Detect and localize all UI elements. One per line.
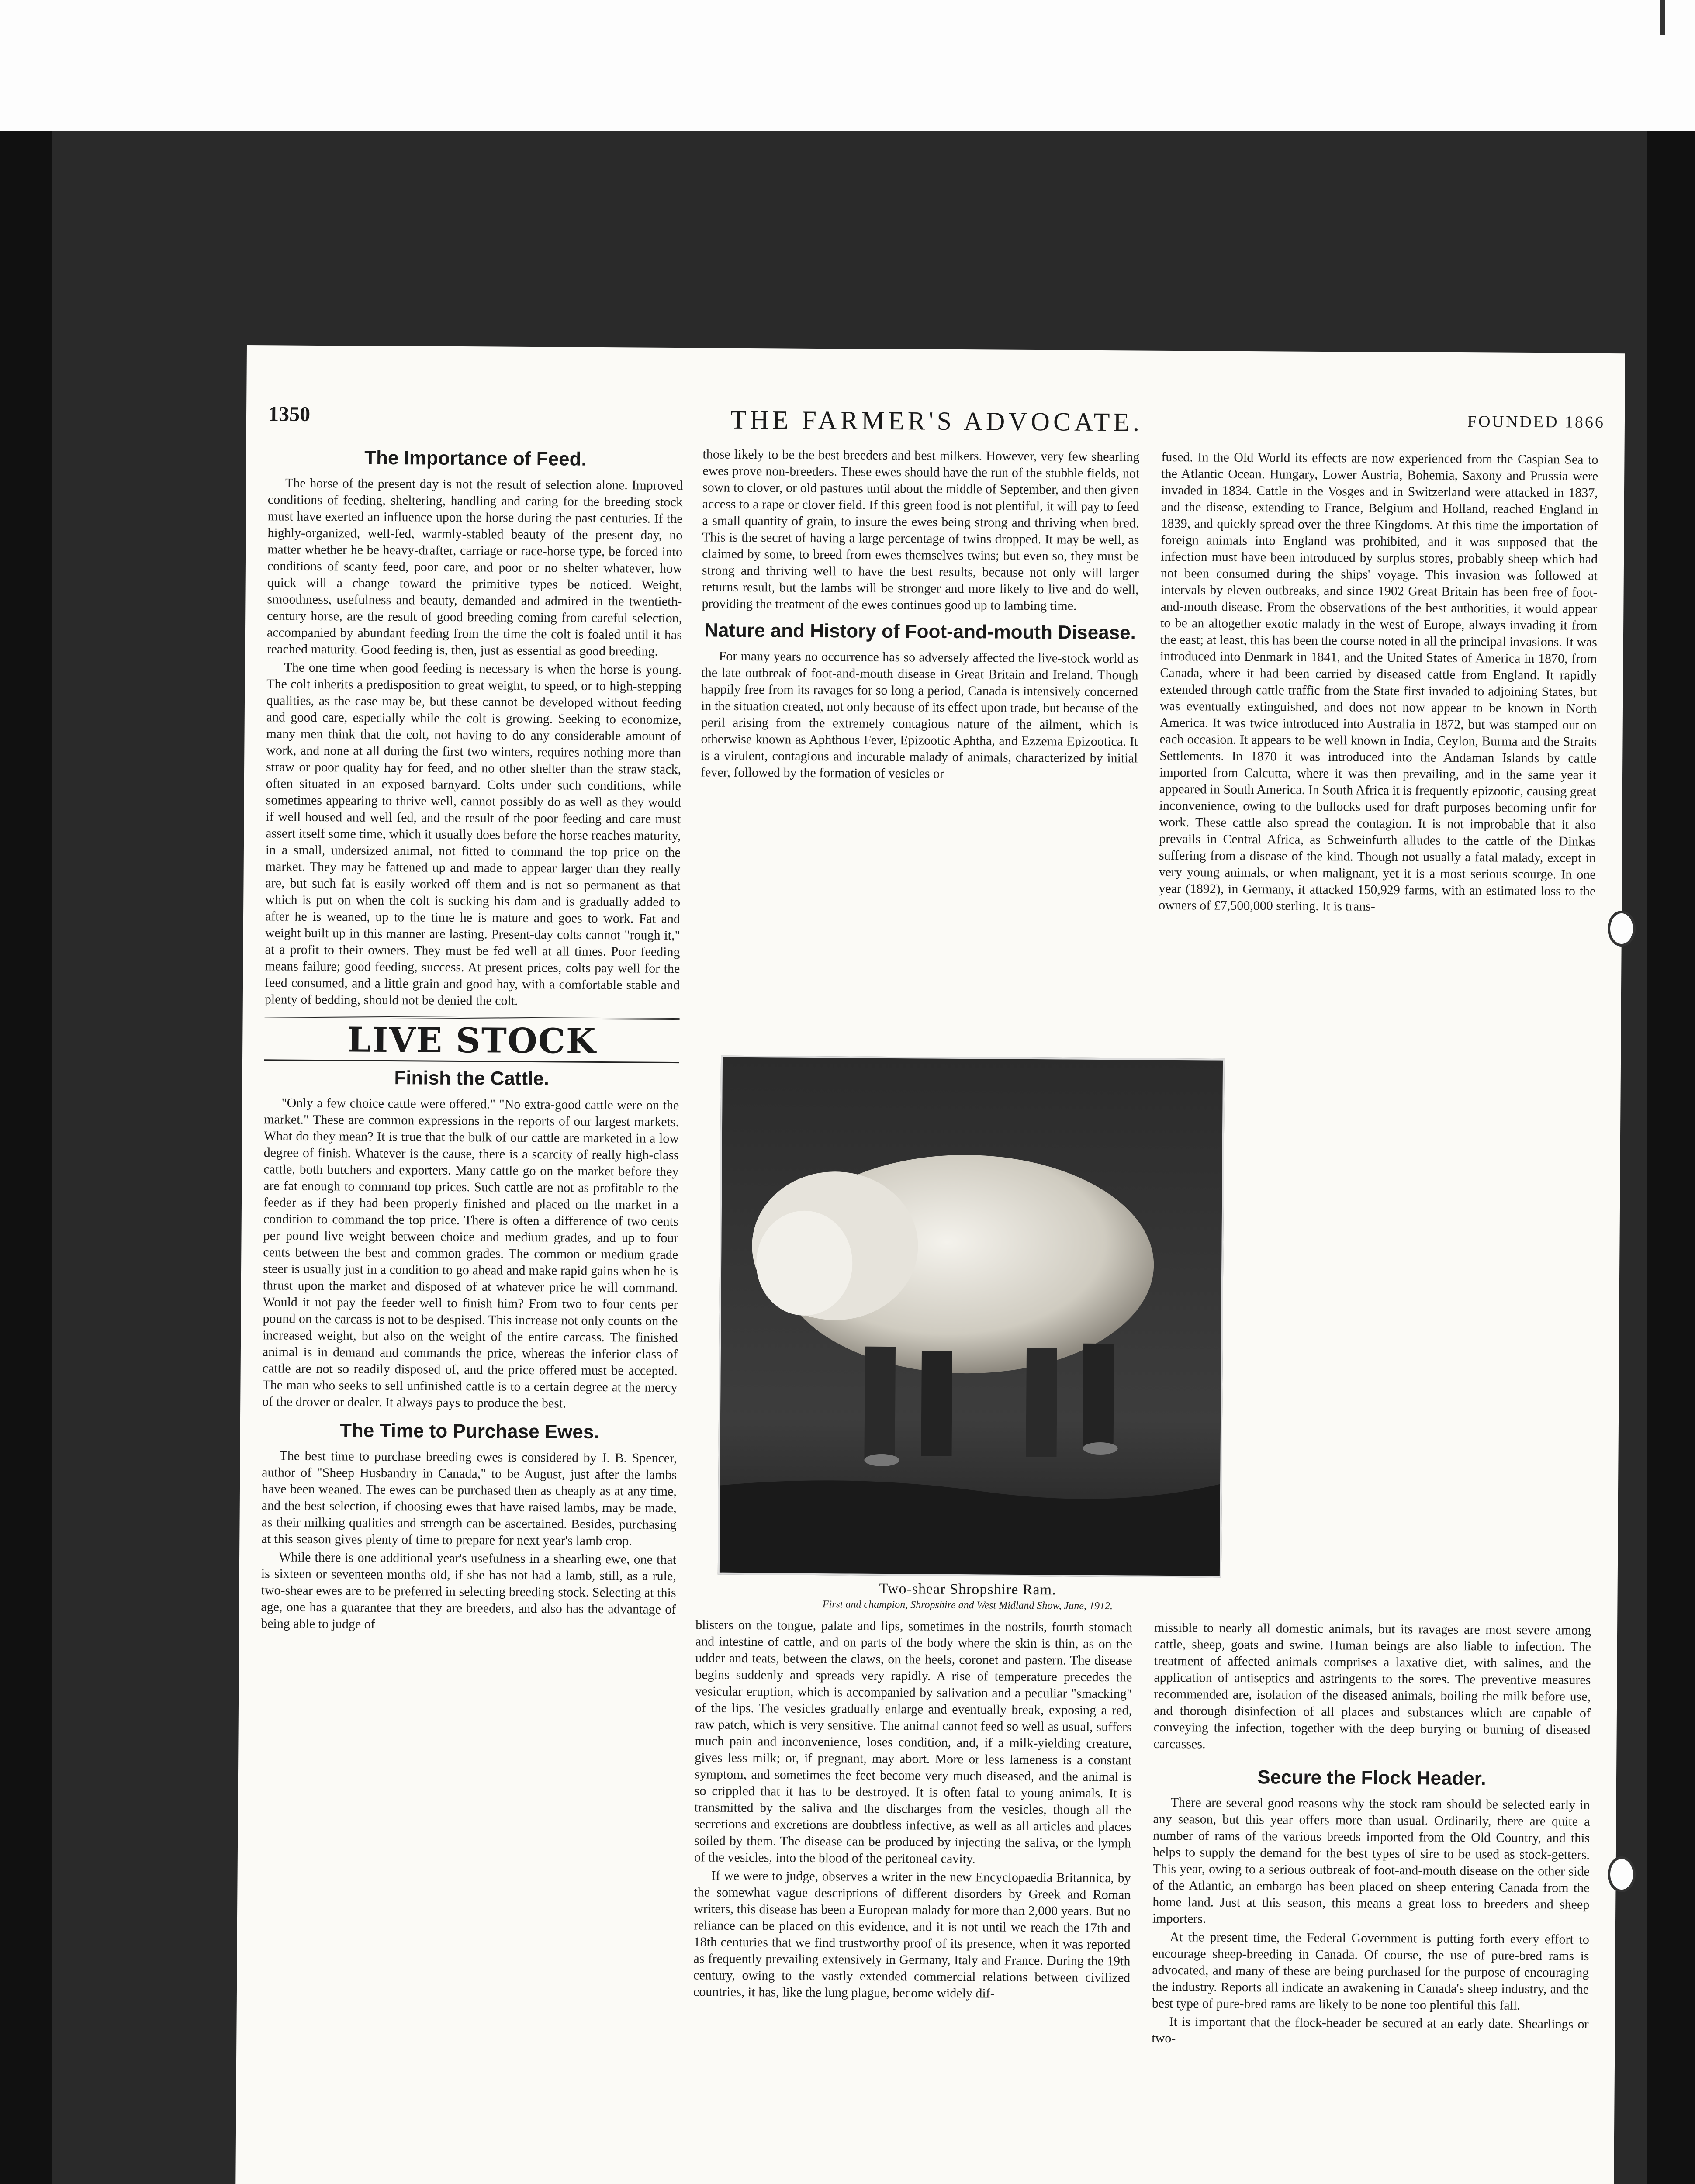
- paragraph: fused. In the Old World its effects are now experienced from the Caspian Sea to the Atlantic Ocean. Hungary, Lower Austria, Bohemia, Saxony and Prussia were invaded in 1834. Cattle in the Vosges and in Switzerland were attacked in 1837, and the disease, extending to France, Belgium and Holland, reached England in 1839, and quickly spread over the three Kingdoms. At this time the importation of foreign animals into England was prohibited, and it was supposed that the infection must have been introduced by surplus stores, probably sheep which had not been consumed during the ships' voyage. This invasion was followed at intervals by eleven outbreaks, and since 1902 Great Britain has been free of foot-and-mouth disease. From the observations of the best authorities, it would appear to be an altogether exotic malady in the west of Europe, always invading it from the east; at least, this has been the course noted in all the principal invasions. It was introduced into Denmark in 1841, and the United States of America in 1870, from Canada, where it had been carried by diseased cattle from England. It rapidly extended through cattle traffic from the State first invaded to adjoining States, but was eventually extinguished, and does not now appear to be known in North America. It was twice introduced into Australia in 1872, but was stamped out on each occasion. It appears to be well known in India, Ceylon, Burma and the Straits Settlements. In 1870 it was introduced into the Andaman Islands by cattle imported from Calcutta, where it was then prevailing, and in the same year it appeared in South America. In South Africa it is frequently epizootic, causing great inconvenience, owing to the bullocks used for draft purposes becoming unfit for work. These cattle also spread the contagion. It is not improbable that it also prevails in Central Africa, as Schweinfurth alludes to the cattle of the Dinkas suffering from a disease of the kind. Though not usually a fatal malady, except in very young animals, or when malignant, yet it is a most serious scourge. In one year (1892), in Germany, it attacked 150,929 farms, with an estimated loss to the owners of £7,500,000 sterling. It is trans-: [1159, 449, 1598, 914]
- column-2-bottom: [690, 1617, 1132, 2184]
- paragraph: At the present time, the Federal Government is putting forth every effort to encourage sheep-breeding in Canada. Of course, the use of pure-bred rams is advocated, and many of these are being purchased for the purpose of encouraging the industry. Reports all indicate an awakening in Canada's sheep industry, and the best type of pure-bred rams are likely to be none too plentiful this fall.: [1152, 1929, 1589, 2013]
- binding-hole-lower: [1608, 1856, 1636, 1892]
- film-margin-top: [0, 0, 1695, 131]
- paragraph: The best time to purchase breeding ewes is considered by J. B. Spencer, author of "Sheep Husbandry in Canada," to be August, just after the lambs have been weaned. The ewes can be purchased then as cheaply as at any time, and the best selection, if choosing ewes that have raised lambs, may be made, as their milking qualities and strength can be ascertained. Besides, purchasing at this season gives plenty of time to prepare for next year's lamb crop.: [261, 1448, 677, 1548]
- paragraph: "Only a few choice cattle were offered." "No extra-good cattle were on the market." These are common expressions in the reports of our largest markets. What do they mean? It is true that the bulk of our cattle are marketed in a low degree of finish. Whatever is the cause, there is a scarcity of really high-class cattle, both butchers and exporters. Many cattle go on the market before they are fat enough to command top prices. Such cattle are not as profitable to the feeder as if they had been properly finished and placed on the market in a condition to command the top price. There is often a difference of two cents per pound live weight between choice and medium grades, and up to four cents between the best and common grades. The common or medium grade steer is usually just in a condition to go ahead and make rapid gains when he is thrust upon the market and disposed of at whatever price he will command. Would it not pay the feeder well to finish him? From two to four cents per pound on the carcass is not to be despised. This increase not only counts on the increased weight, but also on the weight of the entire carcass. The finished animal is in demand and commands the price, whereas the inferior class of cattle are not so readily disposed of, and the price offered must be accepted. The man who seeks to sell unfinished cattle is to a certain degree at the mercy of the drover or dealer. It always pays to produce the best.: [262, 1095, 679, 1411]
- heading-importance-of-feed: The Importance of Feed.: [364, 447, 587, 470]
- heading-secure-the-flock-header: Secure the Flock Header.: [1257, 1766, 1486, 1790]
- masthead: [268, 402, 1605, 445]
- paragraph: The one time when good feeding is necessary is when the horse is young. The colt inherits a predisposition to great weight, to speed, or to high-stepping qualities, as the case may be, but these cannot be developed without feeding and good care, especially while the colt is growing. Seeking to economize, many men think that the colt, not having to do any considerable amount of work, and none at all during the first two winters, requires nothing more than straw or poor quality hay for feed, and no other shelter than the straw stack, often situated in an exposed barnyard. Colts under such conditions, while sometimes appearing to thrive well, cannot possibly do as well as they would if well housed and well fed, and the result of the poor feeding and care must assert itself some time, which it usually does before the horse reaches maturity, in a small, undersized animal, not fitted to command the top price on the market. They may be fattened up and made to appear larger than they really are, but such fat is easily worked off them and is not so permanent as that which is put on when the colt is sucking his dam and is gradually added to after he is weaned, up to the time he is mature and goes to work. Fat and weight built up in this manner are lasting. Present-day colts cannot "rough it," at a profit to their owners. They must be fed well at all times. Poor feeding means failure; good feeding, success. At present prices, colts pay well for the feed consumed, and a little grain and good hay, with a comfortable stable and plenty of bedding, should not be denied the colt.: [264, 660, 682, 1008]
- heading-finish-the-cattle: Finish the Cattle.: [394, 1067, 550, 1090]
- paragraph: blisters on the tongue, palate and lips, sometimes in the nostrils, fourth stomach and intestine of cattle, and on parts of the body where the skin is thin, as on the udder and teats, between the claws, on the heels, coronet and pastern. The disease begins suddenly and spreads very rapidly. A rise of temperature precedes the vesicular eruption, which is accompanied by salivation and a peculiar "smacking" of the lips. The vesicles gradually enlarge and eventually break, exposing a red, raw patch, which is very sensitive. The animal cannot feed so well as usual, suffers much pain and inconvenience, loses condition, and, if a milk-yielding creature, gives less milk; or, if pregnant, may abort. More or less lameness is a constant symptom, and sometimes the feet become very much diseased, and the animal is so crippled that it has to be destroyed. It is often fatal to young animals. It is transmitted by the saliva and the discharges from the vesicles, though all the secretions and excretions are doubtless infective, as well as all articles and places soiled by them. The disease can be produced by injecting the saliva, or the lymph of the vesicles, into the blood of the peritoneal cavity.: [694, 1617, 1133, 1866]
- column-1: [256, 443, 683, 2184]
- column-3-bottom: [1149, 1620, 1591, 2184]
- paragraph: missible to nearly all domestic animals, but its ravages are most severe among cattle, sheep, goats and swine. Human beings are also liable to infection. The treatment of affected animals comprises a laxative diet, with salines, and the application of antiseptics and astringents to the sores. The preventive measures recommended are, isolation of the diseased animals, boiling the milk before use, and thorough disinfection of all places and substances which are capable of conveying the infection, together with the deep burying or burning of diseased carcasses.: [1153, 1620, 1591, 1752]
- founded-line: FOUNDED 1866: [1467, 412, 1605, 432]
- film-edge-right: [1647, 131, 1695, 2184]
- ram-photograph: [718, 1056, 1225, 1578]
- paragraph: The horse of the present day is not the result of selection alone. Improved conditions of feeding, sheltering, handling and caring for the breeding stock must have exerted an influence upon the horse during the past centuries. If the highly-organized, well-fed, warmly-stabled beauty of the present day, no matter whether he be heavy-drafter, carriage or race-horse type, be forced into conditions of scanty feed, poor care, and poor or no shelter whatever, how quick will a change toward the primitive types be noticed. Weight, smoothness, usefulness and beauty, demanded and admired in the twentieth-century horse, are the result of good breeding coming from careful selection, accompanied by abundant feeding from the time the colt is foaled until it has reached maturity. Good feeding is, then, just as essential as good breeding.: [266, 476, 683, 659]
- film-edge-left: [0, 131, 52, 2184]
- paragraph: It is important that the flock-header be secured at an early date. Shearlings or two-: [1152, 2014, 1589, 2046]
- photo-subcaption: First and champion, Shropshire and West Midland Show, June, 1912.: [822, 1599, 1113, 1612]
- page-number: 1350: [268, 402, 311, 426]
- column-3-top: [1158, 449, 1598, 1054]
- section-rule: [265, 1016, 680, 1020]
- newspaper-page: [234, 345, 1625, 2184]
- column-2-top: [699, 446, 1139, 1051]
- section-banner-live-stock: LIVE STOCK: [264, 1020, 680, 1063]
- paragraph: While there is one additional year's usefulness in a shearling ewe, one that is sixteen or seventeen months old, if she has not had a lamb, still, as a rule, two-shear ewes are to be preferred in selecting breeding stock. Selecting at this age, one has a guarantee that they are breeders, and also has the advantage of being able to judge of: [261, 1550, 677, 1631]
- paragraph: There are several good reasons why the stock ram should be selected early in any season, but this year offers more than usual. Ordinarily, there are quite a number of rams of the various breeds imported from the Old Country, and this helps to supply the demand for the best types of sire to be used as stock-getters. This year, owing to a serious outbreak of foot-and-mouth disease on the other side of the Atlantic, an embargo has been placed on sheep entering Canada from the home land. Just at this season, this means a great loss to breeders and sheep importers.: [1152, 1795, 1590, 1926]
- heading-time-to-purchase-ewes: The Time to Purchase Ewes.: [339, 1420, 599, 1443]
- heading-foot-and-mouth: Nature and History of Foot-and-mouth Disease.: [704, 619, 1136, 644]
- sheep-image: [720, 1057, 1223, 1576]
- film-registration-mark: [1660, 0, 1665, 35]
- paragraph: those likely to be the best breeders and best milkers. However, very few shearling ewes prove non-breeders. These ewes should have the run of the stubble fields, not sown to clover, or old pastures until about the middle of September, and then given access to a rape or clover field. If this green food is not plentiful, it will pay to feed a small quantity of grain, to insure the ewes being strong and thriving when bred. This is the secret of having a large percentage of twins dropped. It may be well, as claimed by some, to breed from ewes themselves twins; but even so, they must be strong and thriving well to have the best results, because not only will larger returns result, but the lambs will be stronger and more likely to live and do well, providing the treatment of the ewes continues good up to lambing time.: [702, 447, 1140, 613]
- paragraph: If we were to judge, observes a writer in the new Encyclopaedia Britannica, by the somewhat vague descriptions of different disorders by Greek and Roman writers, this disease has been a European malady for more than 2,000 years. But no reliance can be placed on this evidence, and it is not until we reach the 17th and 18th centuries that we find trustworthy proof of its presence, when it was reported as frequently prevailing extensively in Germany, Italy and France. During the 19th century, owing to the vastly extended commercial relations between civilized countries, it has, like the lung plague, become widely dif-: [693, 1868, 1131, 2001]
- photo-caption: Two-shear Shropshire Ram.: [879, 1580, 1056, 1598]
- publication-title: THE FARMER'S ADVOCATE.: [730, 405, 1143, 437]
- paragraph: For many years no occurrence has so adversely affected the live-stock world as the late outbreak of foot-and-mouth disease in Great Britain and Ireland. Though happily free from its ravages for so long a period, Canada is intensively concerned in the situation created, not only because of its effect upon trade, but because of the peril arising from the extremely contagious nature of the ailment, which is otherwise known as Aphthous Fever, Epizootic Aphtha, and Ezzema Epizootica. It is a virulent, contagious and incurable malady of animals, characterized by initial fever, followed by the formation of vesicles or: [700, 649, 1138, 781]
- binding-hole-upper: [1608, 911, 1636, 947]
